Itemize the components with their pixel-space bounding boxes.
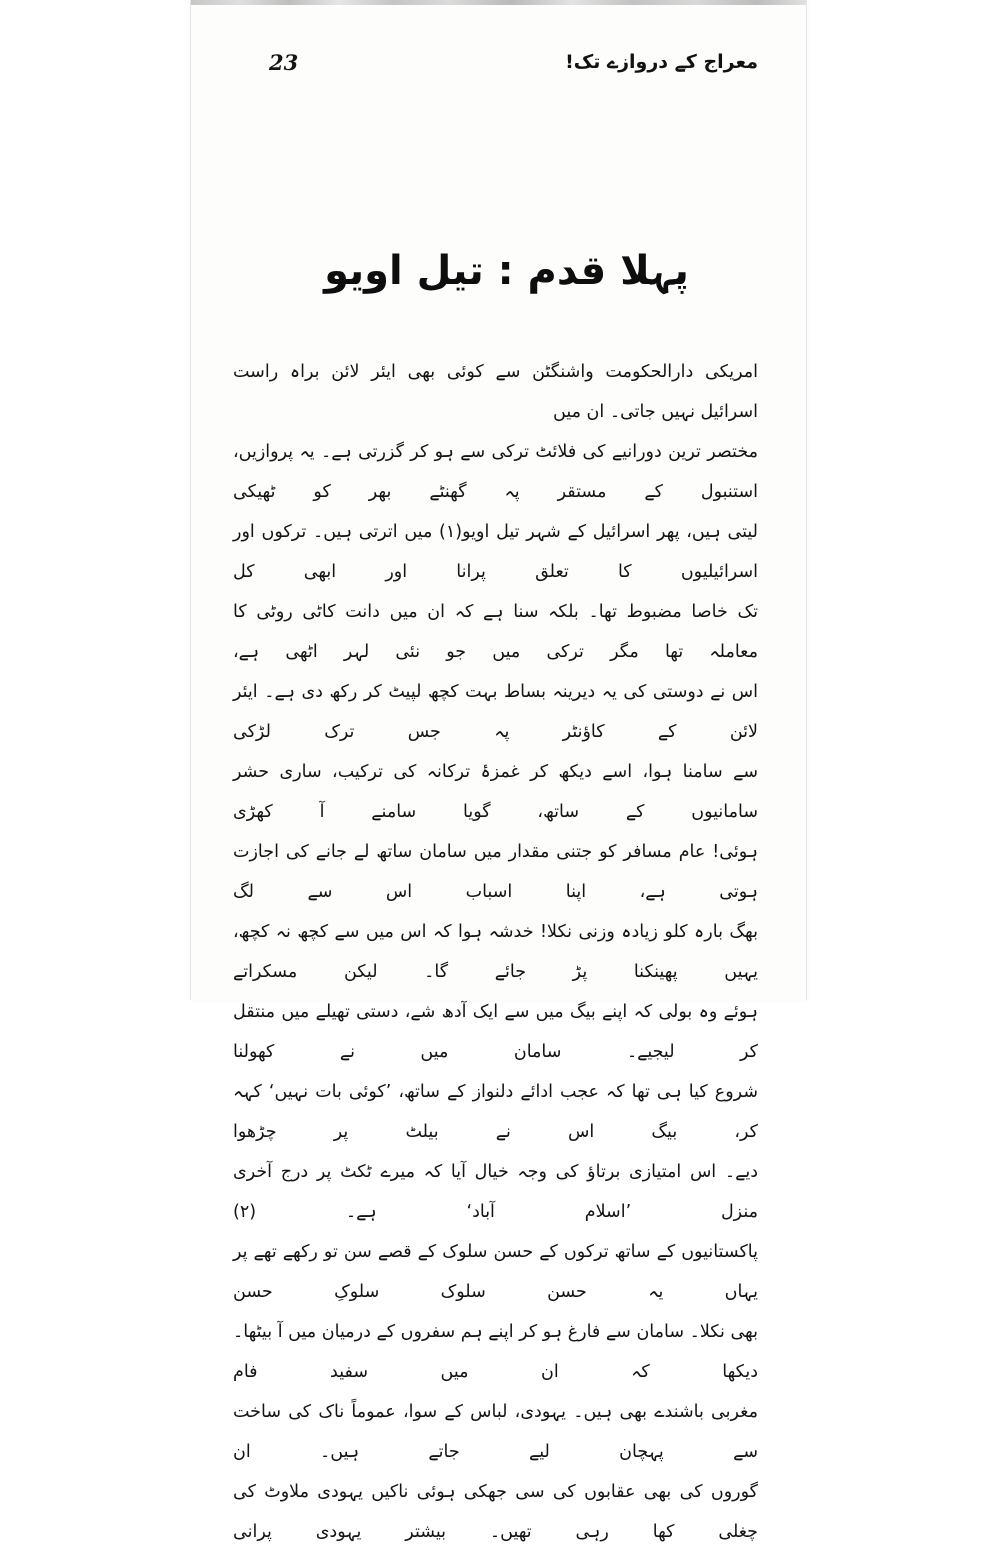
body-paragraph — [233, 352, 758, 1552]
page-top-edge — [191, 0, 806, 5]
text-line — [233, 1232, 758, 1312]
text-line-content: سے سامنا ہوا، اسے دیکھ کر غمزۂ ترکانہ کی ترکیب، ساری حشر سامانیوں کے ساتھ، گویا سامنے آ کھڑی — [233, 762, 758, 822]
text-line-content: دیے۔ اس امتیازی برتاؤ کی وجہ خیال آیا کہ میرے ٹکٹ پر درج آخری منزل ’اسلام آباد‘ ہے۔ (۲) — [233, 1162, 758, 1222]
text-line — [233, 1472, 758, 1552]
text-line-content: گوروں کی بھی عقابوں کی سی جھکی ہوئی ناکیں یہودی ملاوٹ کی چغلی کھا رہی تھیں۔ بیشتر یہودی پرانی — [233, 1482, 758, 1542]
text-line — [233, 1392, 758, 1472]
text-line-content: بھی نکلا۔ سامان سے فارغ ہو کر اپنے ہم سفروں کے درمیان میں آ بیٹھا۔ دیکھا کہ ان میں سفید فام — [233, 1322, 758, 1382]
text-line — [233, 512, 758, 592]
text-line-content: اس نے دوستی کی یہ دیرینہ بساط بہت کچھ لپیٹ کر رکھ دی ہے۔ ایئر لائن کے کاؤنٹر پہ جس ترک لڑکی — [233, 682, 758, 742]
text-line-content: مغربی باشندے بھی ہیں۔ یہودی، لباس کے سوا، عموماً ناک کی ساخت سے پہچان لیے جاتے ہیں۔ ان — [233, 1402, 758, 1462]
text-line — [233, 832, 758, 912]
text-line — [233, 432, 758, 512]
text-line-content: تک خاصا مضبوط تھا۔ بلکہ سنا ہے کہ ان میں دانت کاٹی روٹی کا معاملہ تھا مگر ترکی میں جو نئی لہر اٹھی ہے، — [233, 602, 758, 662]
text-line — [233, 752, 758, 832]
text-line — [233, 992, 758, 1072]
text-line — [233, 672, 758, 752]
text-line-content: ہوئے وہ بولی کہ اپنے بیگ میں سے ایک آدھ شے، دستی تھیلے میں منتقل کر لیجیے۔ سامان میں نے کھولنا — [233, 1002, 758, 1062]
text-line-content: امریکی دارالحکومت واشنگٹن سے کوئی بھی ایئر لائن براہ راست اسرائیل نہیں جاتی۔ ان میں — [233, 362, 758, 422]
text-line-content: لیتی ہیں، پھر اسرائیل کے شہر تیل اویو(۱) میں اترتی ہیں۔ ترکوں اور اسرائیلیوں کا تعلق پرانا اور ابھی کل — [233, 522, 758, 582]
text-line-content: مختصر ترین دورانیے کی فلائٹ ترکی سے ہو کر گزرتی ہے۔ یہ پروازیں، استنبول کے مستقر پہ گھنٹے بھر کو ٹھیکی — [233, 442, 758, 502]
text-line — [233, 912, 758, 992]
text-line-content: پاکستانیوں کے ساتھ ترکوں کے حسن سلوک کے قصے سن تو رکھے تھے پر یہاں یہ حسن سلوک سلوکِ حسن — [233, 1242, 758, 1302]
text-line — [233, 1152, 758, 1232]
text-line — [233, 1072, 758, 1152]
text-line — [233, 352, 758, 432]
book-page — [190, 0, 807, 1542]
chapter-title: پہلا قدم : تیل اویو — [324, 248, 689, 294]
text-line — [233, 592, 758, 672]
text-line — [233, 1312, 758, 1392]
running-header — [233, 44, 758, 80]
text-line-content: بھگ بارہ کلو زیادہ وزنی نکلا! خدشہ ہوا کہ اس میں سے کچھ نہ کچھ، یہیں پھینکنا پڑ جائے گا۔ لیکن مسکراتے — [233, 922, 758, 982]
running-header-title: معراج کے دروازے تک! — [565, 51, 758, 73]
page-number: 23 — [269, 49, 299, 75]
text-line-content: شروع کیا ہی تھا کہ عجب ادائے دلنواز کے ساتھ، ’کوئی بات نہیں‘ کہہ کر، بیگ اس نے بیلٹ پر چڑھوا — [233, 1082, 758, 1142]
text-line-content: ہوئی! عام مسافر کو جتنی مقدار میں سامان ساتھ لے جانے کی اجازت ہوتی ہے، اپنا اسباب اس سے لگ — [233, 842, 758, 902]
